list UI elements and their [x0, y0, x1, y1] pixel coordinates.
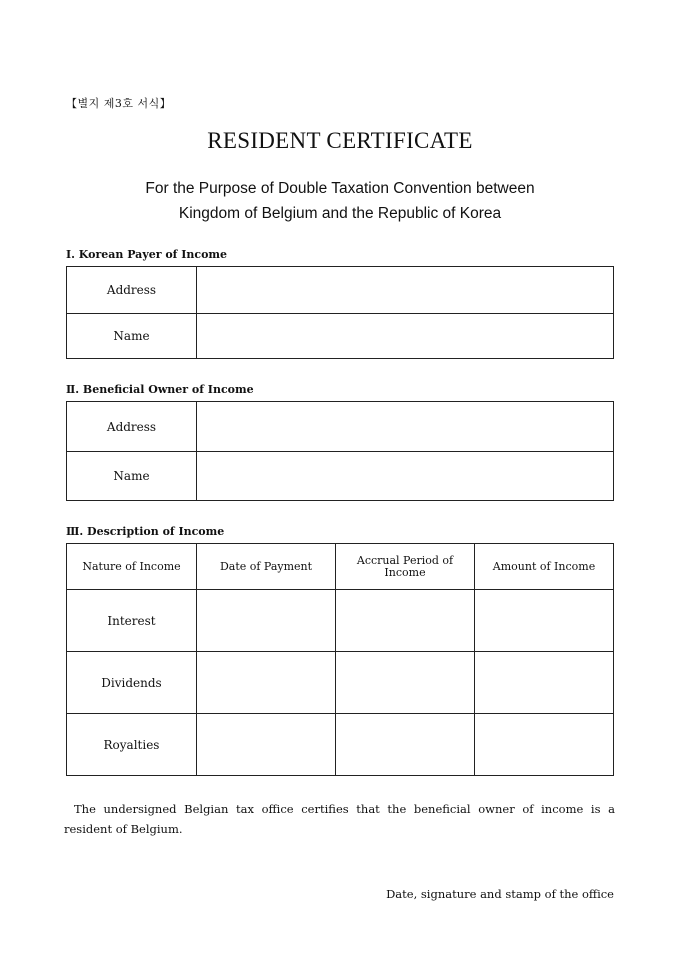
- interest-period-field[interactable]: [336, 590, 475, 652]
- owner-table: [66, 401, 614, 501]
- income-row-royalties: [67, 714, 614, 776]
- column-header-nature: Nature of Income: [67, 544, 197, 590]
- signature-line: Date, signature and stamp of the office: [386, 887, 614, 901]
- certification-text: The undersigned Belgian tax office certifies that the beneficial owner of income is a resident of Belgium.: [64, 802, 615, 836]
- royalties-amount-field[interactable]: [475, 714, 614, 776]
- payer-name-label: Name: [67, 314, 197, 359]
- dividends-date-field[interactable]: [197, 652, 336, 714]
- income-row-dividends: [67, 652, 614, 714]
- owner-address-label: Address: [67, 402, 197, 452]
- interest-date-field[interactable]: [197, 590, 336, 652]
- section-2-heading: Ⅱ. Beneficial Owner of Income: [66, 383, 254, 396]
- income-table: [66, 543, 614, 776]
- section-1-heading: Ⅰ. Korean Payer of Income: [66, 248, 228, 261]
- income-header-row: [67, 544, 614, 590]
- payer-name-field[interactable]: [197, 314, 614, 359]
- dividends-amount-field[interactable]: [475, 652, 614, 714]
- column-header-period: Accrual Period of Income: [336, 544, 475, 590]
- owner-address-field[interactable]: [197, 402, 614, 452]
- column-header-date: Date of Payment: [197, 544, 336, 590]
- owner-name-row: [67, 452, 614, 501]
- form-number: 【별지 제3호 서식】: [66, 97, 172, 110]
- payer-address-row: [67, 267, 614, 314]
- royalties-date-field[interactable]: [197, 714, 336, 776]
- payer-table: [66, 266, 614, 359]
- owner-name-field[interactable]: [197, 452, 614, 501]
- income-nature-interest: Interest: [67, 590, 197, 652]
- payer-address-label: Address: [67, 267, 197, 314]
- income-nature-dividends: Dividends: [67, 652, 197, 714]
- royalties-period-field[interactable]: [336, 714, 475, 776]
- subtitle-line-2: Kingdom of Belgium and the Republic of Korea: [178, 205, 502, 222]
- payer-name-row: [67, 314, 614, 359]
- income-row-interest: [67, 590, 614, 652]
- owner-address-row: [67, 402, 614, 452]
- interest-amount-field[interactable]: [475, 590, 614, 652]
- document-title: RESIDENT CERTIFICATE: [207, 128, 473, 153]
- income-nature-royalties: Royalties: [67, 714, 197, 776]
- subtitle-line-1: For the Purpose of Double Taxation Convention between: [145, 180, 535, 197]
- certification-statement: [64, 799, 615, 839]
- payer-address-field[interactable]: [197, 267, 614, 314]
- owner-name-label: Name: [67, 452, 197, 501]
- section-3-heading: Ⅲ. Description of Income: [66, 525, 225, 538]
- column-header-amount: Amount of Income: [475, 544, 614, 590]
- dividends-period-field[interactable]: [336, 652, 475, 714]
